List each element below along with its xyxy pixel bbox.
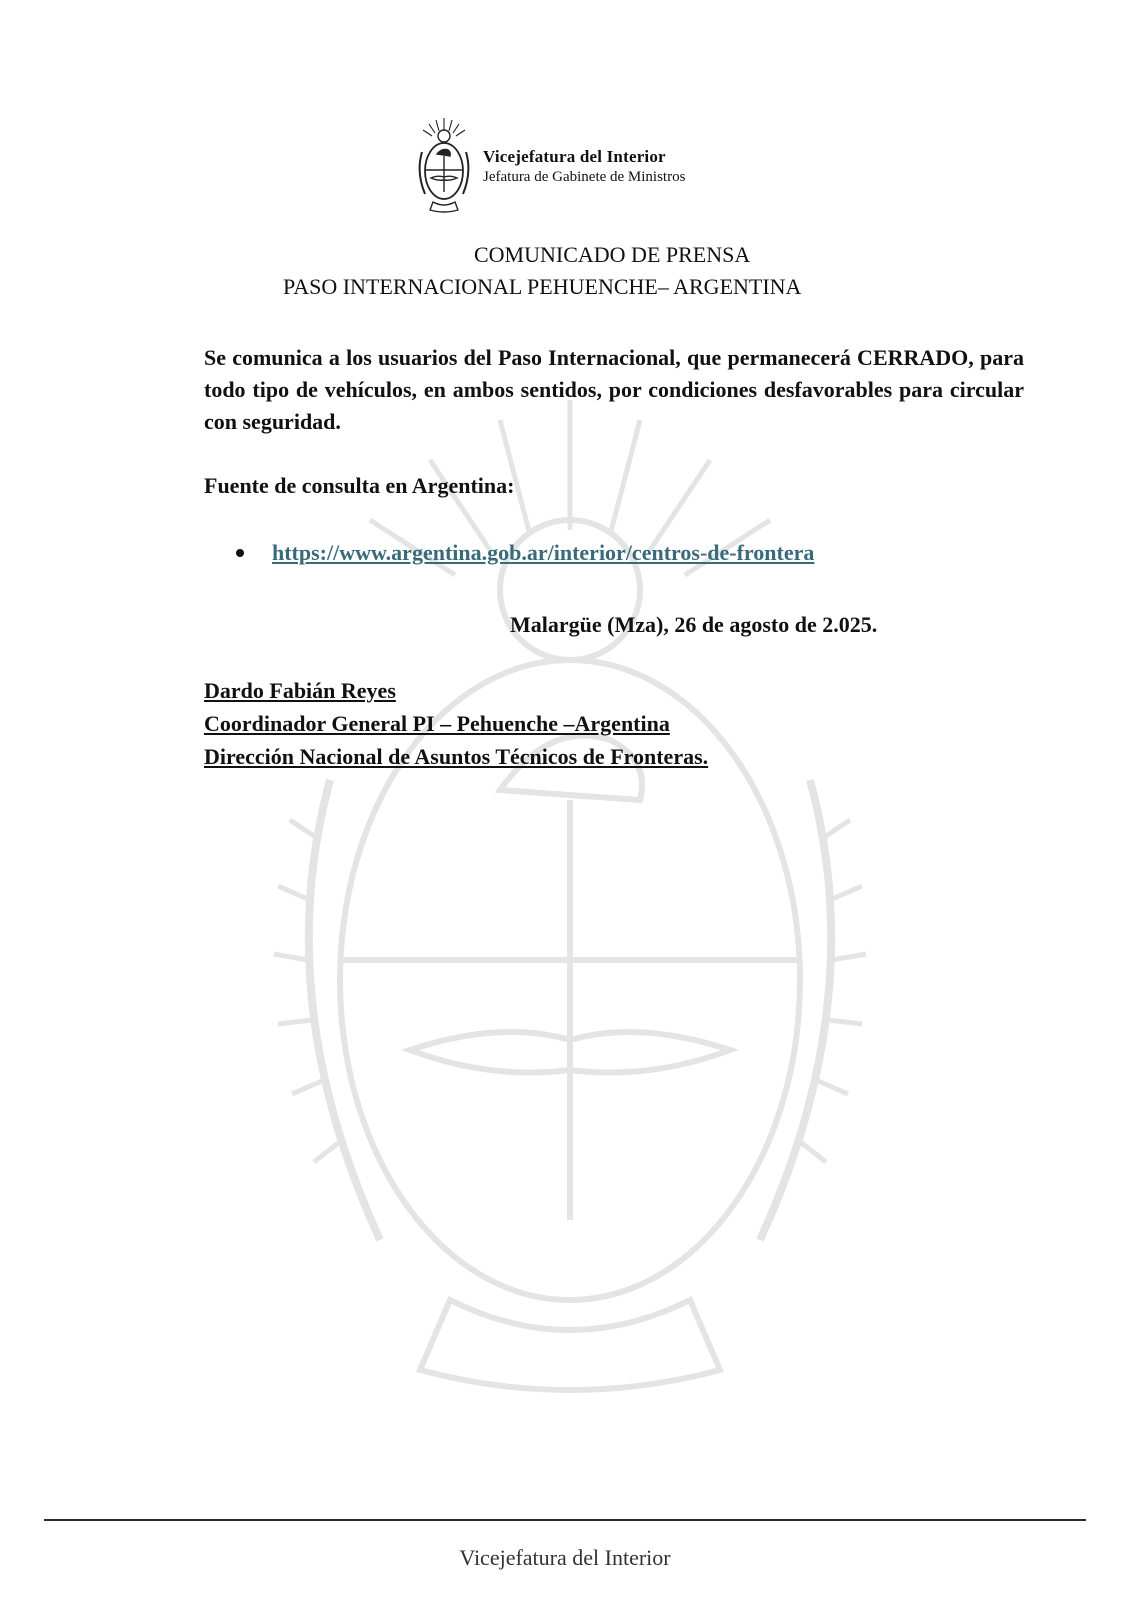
source-link[interactable]: https://www.argentina.gob.ar/interior/centros-de-frontera [272, 540, 815, 565]
signatory-name: Dardo Fabián Reyes [204, 678, 396, 703]
source-label: Fuente de consulta en Argentina: [204, 473, 515, 498]
signatory-office: Dirección Nacional de Asuntos Técnicos de Fronteras. [204, 744, 709, 769]
signature-block [204, 674, 708, 773]
signatory-role: Coordinador General PI – Pehuenche –Argentina [204, 711, 670, 736]
seal-watermark [250, 360, 890, 1420]
footer-text: Vicejefatura del Interior [459, 1545, 671, 1570]
document-subtitle: PASO INTERNACIONAL PEHUENCHE– ARGENTINA [283, 274, 802, 299]
org-name: Vicejefatura del Interior [483, 147, 666, 166]
header-logo [415, 116, 685, 214]
seal-icon [415, 116, 473, 214]
source-list-item [236, 540, 814, 566]
org-subtitle: Jefatura de Gabinete de Ministros [483, 169, 686, 185]
announcement-paragraph: Se comunica a los usuarios del Paso Internacional, que permanecerá CERRADO, para todo tipo de vehículos, en ambos sentidos, por condiciones desfavorables para circular con seguridad. [204, 345, 1024, 434]
document-title: COMUNICADO DE PRENSA [474, 242, 751, 267]
date-line: Malargüe (Mza), 26 de agosto de 2.025. [510, 612, 878, 637]
bullet-icon [236, 549, 244, 557]
footer-divider [44, 1519, 1086, 1521]
